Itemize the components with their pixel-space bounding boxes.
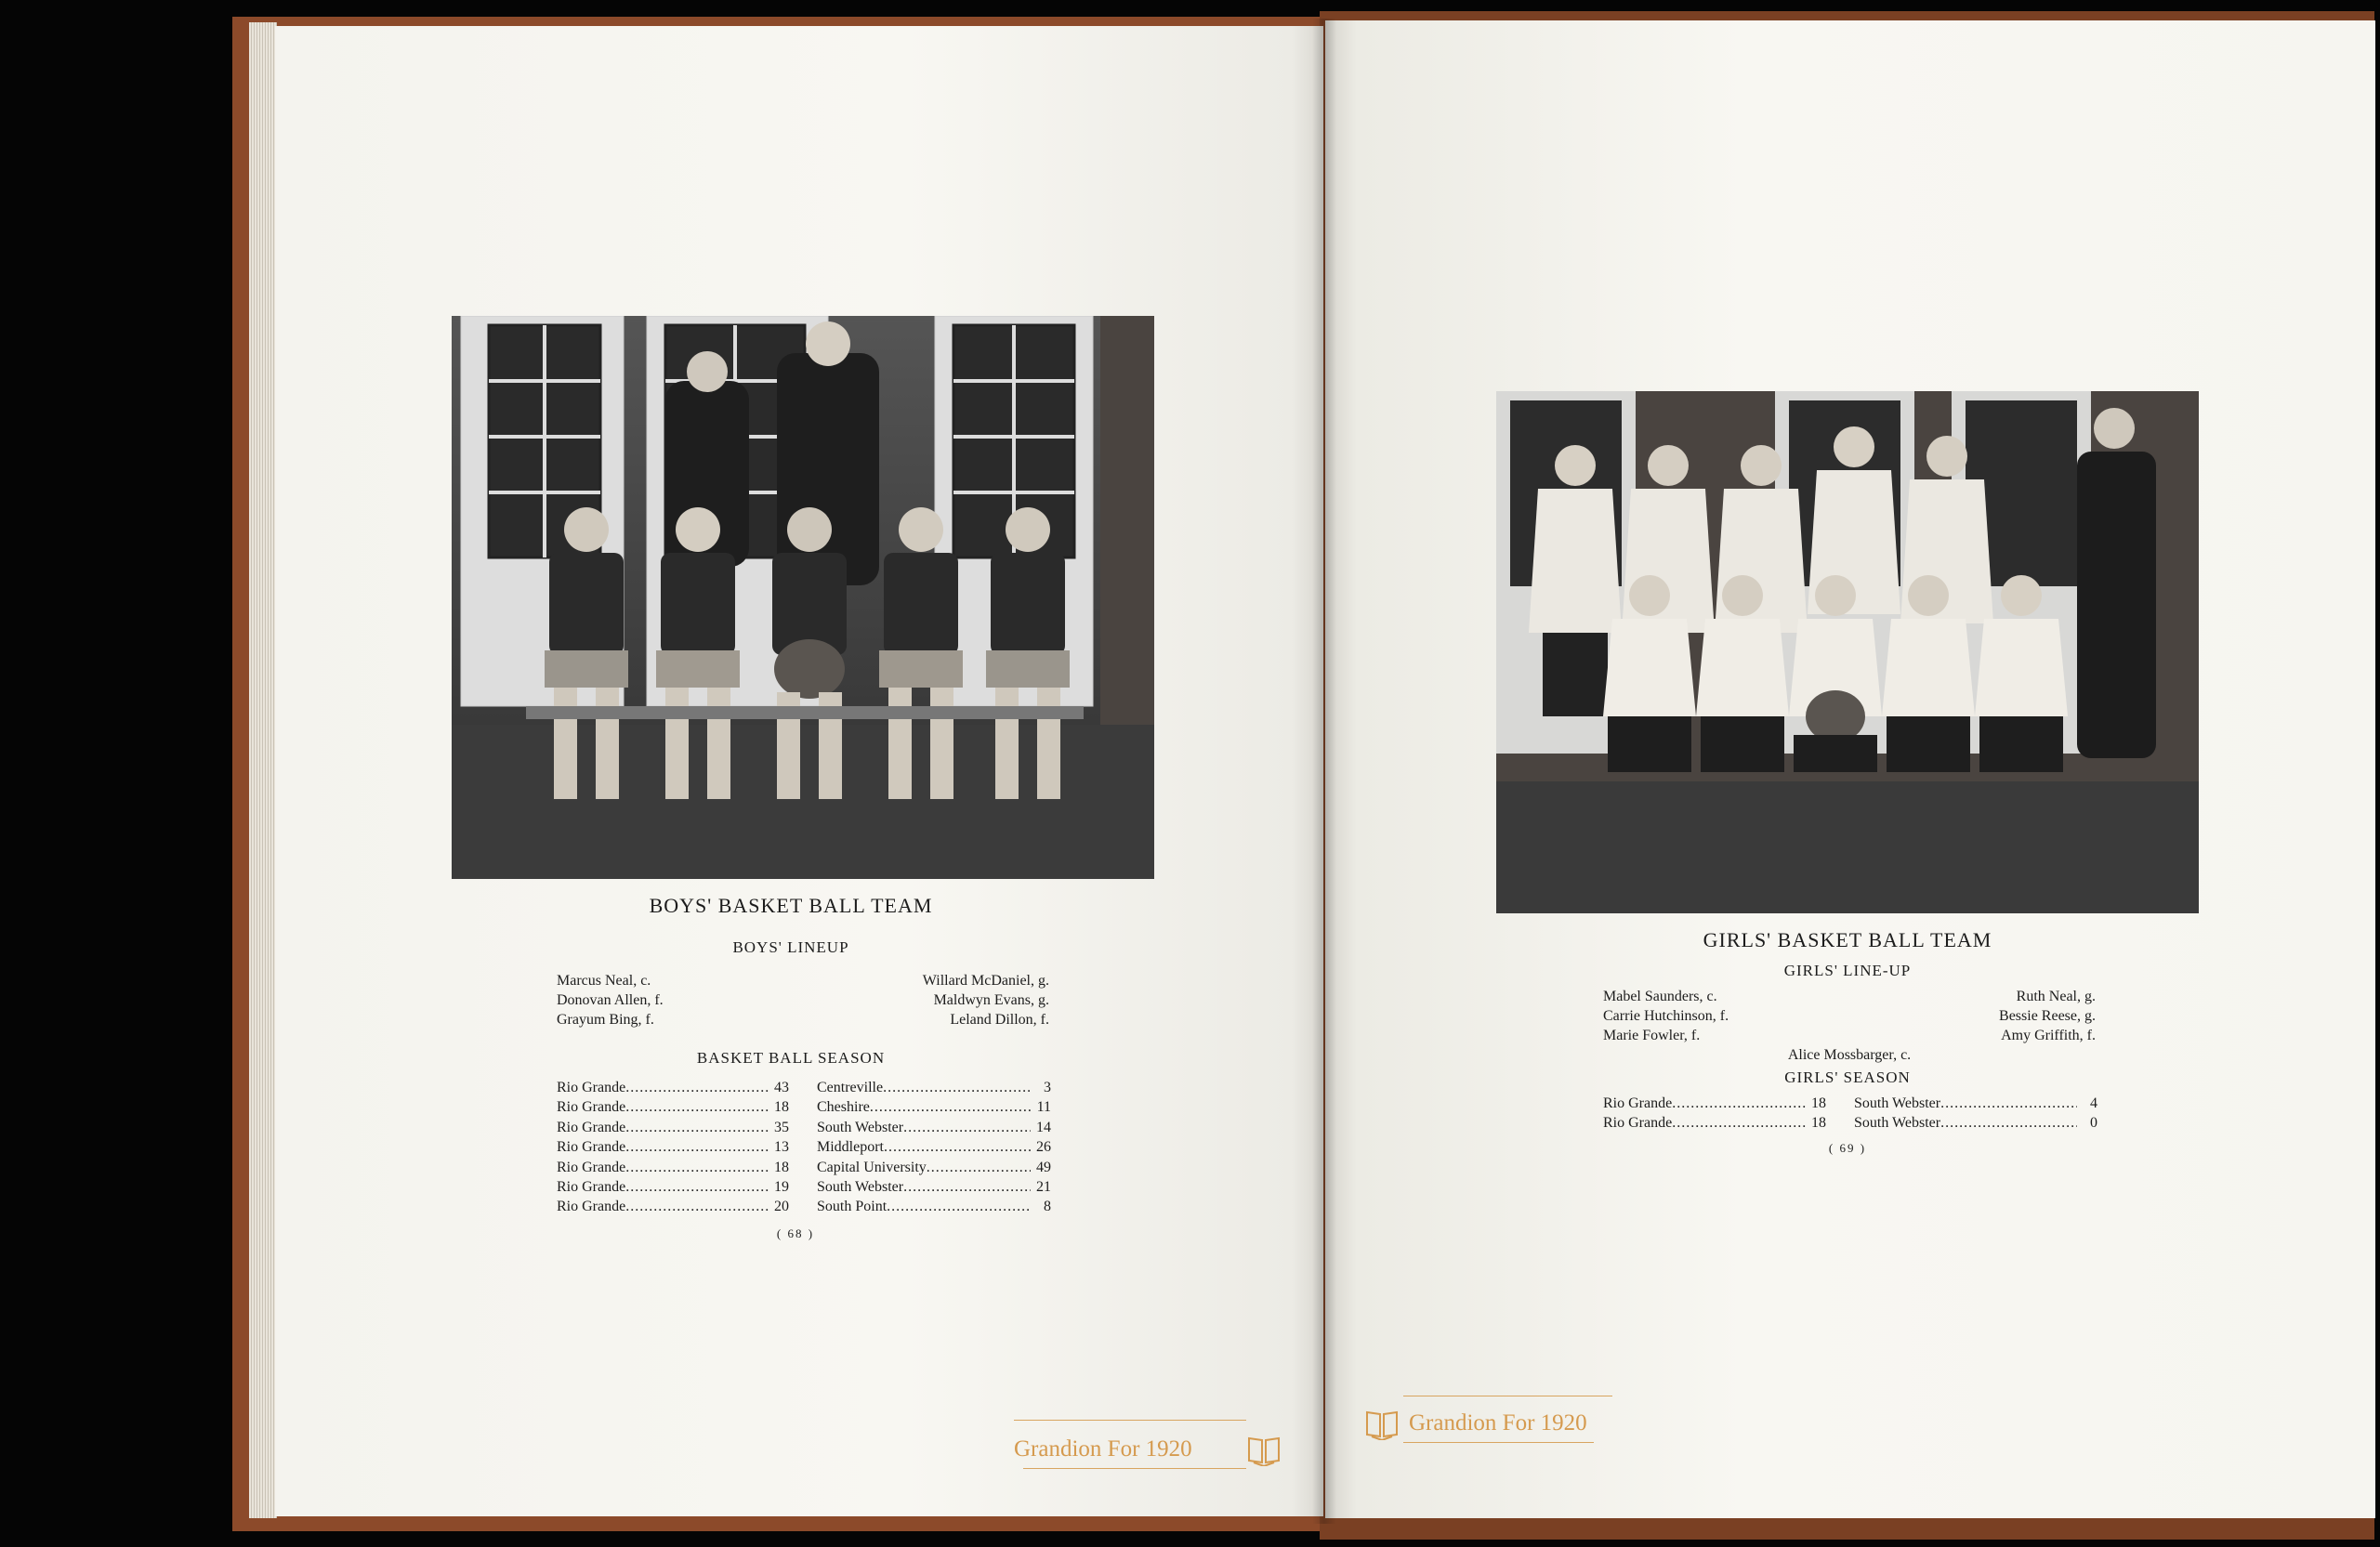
lineup-player: Amy Griffith, f. (2001, 1028, 2096, 1043)
opponent-score: 3 (1044, 1080, 1051, 1095)
season-row (1603, 1094, 1826, 1113)
lineup-player: Ruth Neal, g. (2016, 989, 2096, 1004)
opponent-score: 14 (1036, 1119, 1051, 1135)
book-gutter (1312, 19, 1336, 1524)
lineup-player: Marie Fowler, f. (1603, 1028, 1701, 1043)
opponent-name: Capital University (817, 1159, 927, 1175)
team-name: Rio Grande (557, 1159, 626, 1175)
left-page (275, 26, 1323, 1516)
season-row (817, 1078, 1051, 1097)
page-number-68: ( 68 ) (776, 1226, 815, 1240)
lineup-row (1603, 1026, 2096, 1045)
team-score: 18 (1811, 1115, 1826, 1132)
girls-season-table (1603, 1094, 2097, 1134)
season-home-column (1603, 1094, 1826, 1134)
season-opponent-column (817, 1078, 1051, 1217)
page-stack-edge (249, 22, 277, 1518)
opponent-name: Centreville (817, 1080, 884, 1095)
lineup-player: Maldwyn Evans, g. (933, 992, 1049, 1008)
season-row (817, 1137, 1051, 1157)
team-name: Rio Grande (557, 1179, 626, 1196)
lineup-player: Willard McDaniel, g. (922, 973, 1049, 989)
opponent-name: South Webster (1854, 1115, 1941, 1132)
lineup-row (1603, 987, 2096, 1006)
opponent-score: 21 (1036, 1179, 1051, 1196)
team-name: Rio Grande (1603, 1095, 1673, 1111)
page-number-69: ( 69 ) (1828, 1141, 1867, 1155)
team-score: 18 (1811, 1095, 1826, 1111)
season-row (557, 1097, 789, 1117)
team-name: Rio Grande (557, 1139, 626, 1156)
girls-team-title: GIRLS' BASKET BALL TEAM (1703, 928, 1992, 951)
lineup-player: Carrie Hutchinson, f. (1603, 1008, 1729, 1024)
team-name: Rio Grande (557, 1199, 626, 1215)
lineup-row (557, 990, 1049, 1010)
girls-season-title: GIRLS' SEASON (1784, 1068, 1911, 1086)
right-footer-text: Grandion For 1920 (1409, 1410, 1587, 1436)
girls-lineup-title: GIRLS' LINE-UP (1783, 962, 1912, 979)
opponent-score: 11 (1036, 1099, 1051, 1116)
girls-team-photo (1496, 391, 2199, 913)
season-row (817, 1158, 1051, 1177)
left-footer-mark (1014, 1420, 1293, 1475)
season-row (557, 1177, 789, 1197)
lineup-player: Bessie Reese, g. (1999, 1008, 2096, 1024)
season-row (557, 1158, 789, 1177)
opponent-score: 0 (2090, 1115, 2097, 1132)
team-score: 18 (774, 1099, 789, 1116)
opponent-name: South Webster (817, 1179, 904, 1196)
team-name: Rio Grande (557, 1080, 626, 1095)
lineup-player: Marcus Neal, c. (557, 973, 651, 989)
team-score: 35 (774, 1119, 789, 1135)
season-opponent-column (1854, 1094, 2097, 1134)
opponent-score: 4 (2090, 1095, 2097, 1111)
team-score: 13 (774, 1139, 789, 1156)
left-footer-text: Grandion For 1920 (1014, 1436, 1192, 1462)
lineup-player: Mabel Saunders, c. (1603, 989, 1717, 1004)
season-row (817, 1097, 1051, 1117)
boys-team-photo (452, 316, 1154, 879)
season-row (817, 1197, 1051, 1216)
lineup-player: Grayum Bing, f. (557, 1012, 654, 1028)
opponent-score: 49 (1036, 1159, 1051, 1175)
team-score: 18 (774, 1159, 789, 1175)
opponent-name: Cheshire (817, 1099, 870, 1116)
season-row (817, 1118, 1051, 1137)
opponent-score: 26 (1036, 1139, 1051, 1156)
season-home-column (557, 1078, 789, 1217)
season-row (817, 1177, 1051, 1197)
season-row (557, 1197, 789, 1216)
opponent-name: South Webster (817, 1119, 904, 1135)
boys-season-table (557, 1078, 1051, 1217)
opponent-name: South Webster (1854, 1095, 1941, 1111)
team-name: Rio Grande (1603, 1115, 1673, 1132)
girls-lineup (1603, 987, 2096, 1065)
right-footer-mark (1364, 1396, 1643, 1451)
opponent-name: South Point (817, 1199, 888, 1215)
season-row (557, 1078, 789, 1097)
opponent-name: Middleport (817, 1139, 884, 1156)
boys-team-title: BOYS' BASKET BALL TEAM (649, 894, 933, 917)
boys-lineup-title: BOYS' LINEUP (732, 938, 849, 956)
lineup-player: Leland Dillon, f. (950, 1012, 1049, 1028)
lineup-player: Donovan Allen, f. (557, 992, 664, 1008)
team-name: Rio Grande (557, 1119, 626, 1135)
lineup-row (557, 1010, 1049, 1029)
lineup-row (1603, 1006, 2096, 1026)
boys-season-title: BASKET BALL SEASON (696, 1049, 886, 1067)
team-name: Rio Grande (557, 1099, 626, 1116)
lineup-player-extra: Alice Mossbarger, c. (1787, 1047, 1912, 1063)
open-book-emblem-icon (1364, 1409, 1400, 1440)
boys-lineup (557, 971, 1049, 1029)
lineup-row (557, 971, 1049, 990)
season-row (1603, 1113, 1826, 1133)
season-row (557, 1118, 789, 1137)
right-page (1325, 20, 2375, 1518)
season-row (1854, 1113, 2097, 1133)
open-book-emblem-icon (1246, 1435, 1282, 1466)
team-score: 20 (774, 1199, 789, 1215)
team-score: 19 (774, 1179, 789, 1196)
opponent-score: 8 (1044, 1199, 1051, 1215)
team-score: 43 (774, 1080, 789, 1095)
season-row (1854, 1094, 2097, 1113)
season-row (557, 1137, 789, 1157)
